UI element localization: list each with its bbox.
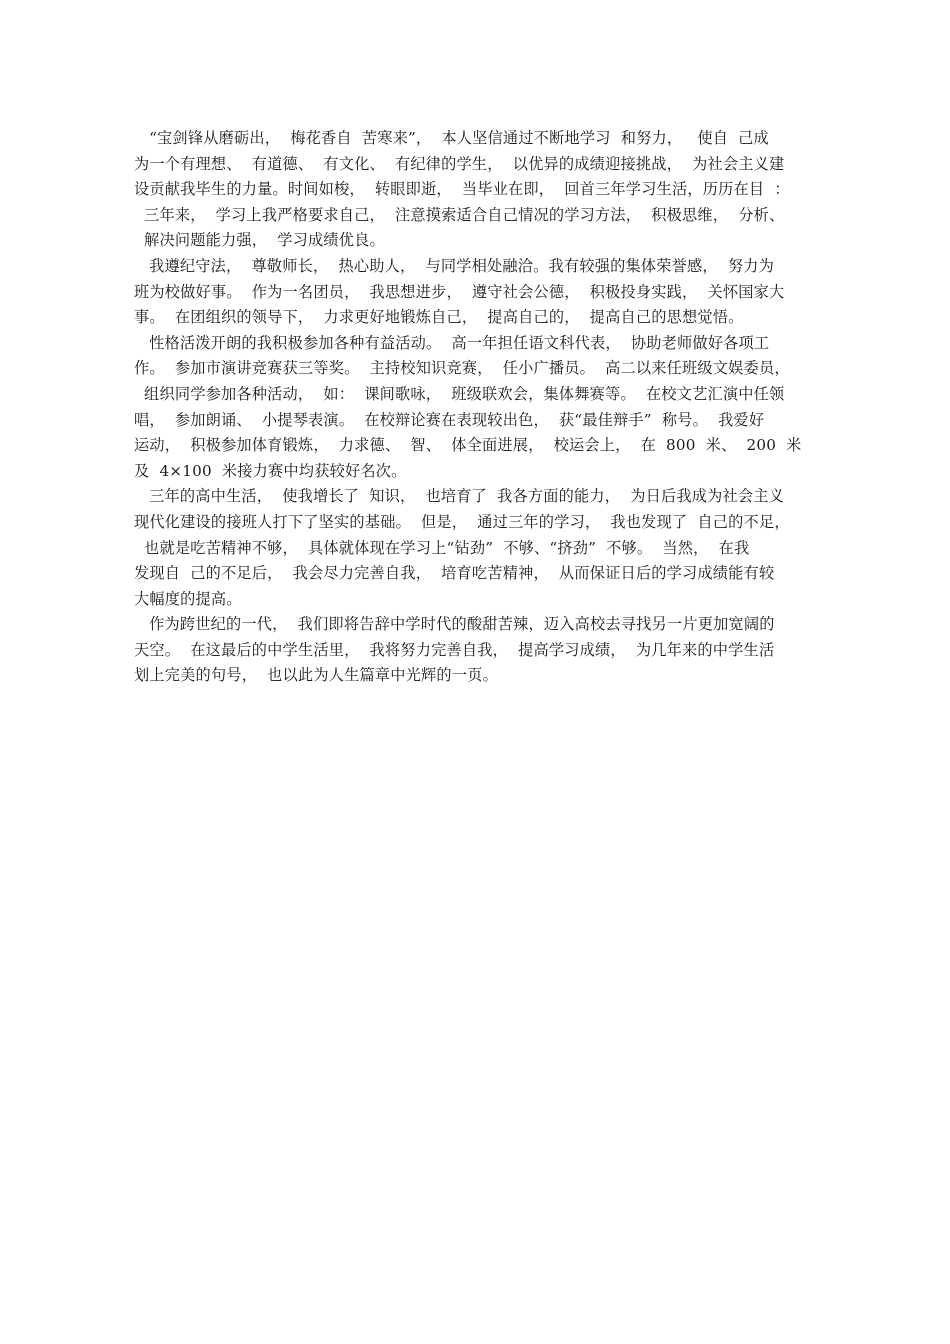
text-line: 组织同学参加各种活动， 如： 课间歌咏， 班级联欢会，集体舞赛等。 在校文艺汇演中任领: [134, 384, 785, 403]
text-line: 三年来， 学习上我严格要求自己， 注意摸索适合自己情况的学习方法， 积极思维， 分析、: [134, 205, 785, 224]
text-line: 唱， 参加朗诵、 小提琴表演。 在校辩论赛在表现较出色， 获“最佳辩手” 称号。 我爱好: [134, 410, 765, 429]
text-line: 为一个有理想、 有道德、 有文化、 有纪律的学生， 以优异的成绩迎接挑战， 为社会主义建: [134, 154, 785, 173]
text-line: 事。 在团组织的领导下， 力求更好地锻炼自己， 提高自己的， 提高自己的思想觉悟。: [134, 308, 744, 327]
text-line: 作。 参加市演讲竞赛获三等奖。 主持校知识竞赛， 任小广播员。 高二以来任班级文娱委员，: [134, 359, 790, 378]
text-line: 也就是吃苦精神不够， 具体就体现在学习上“钻劲” 不够、“挤劲” 不够。 当然， 在我: [134, 538, 750, 557]
text-line: 天空。 在这最后的中学生活里， 我将努力完善自我， 提高学习成绩， 为几年来的中学生活: [134, 640, 775, 659]
text-line: “宝剑锋从磨砺出， 梅花香自 苦寒来”， 本人坚信通过不断地学习 和努力， 使自 己成: [134, 129, 769, 147]
text-line: 发现自 己的不足后， 我会尽力完善自我， 培育吃苦精神， 从而保证日后的学习成绩能有较: [134, 564, 775, 583]
text-line: 大幅度的提高。: [134, 589, 242, 608]
text-line: 我遵纪守法， 尊敬师长， 热心助人， 与同学相处融洽。我有较强的集体荣誉感， 努力为: [134, 256, 775, 275]
text-line: 划上完美的句号， 也以此为人生篇章中光辉的一页。: [134, 666, 498, 685]
text-line: 班为校做好事。 作为一名团员， 我思想进步， 遵守社会公德， 积极投身实践， 关怀国家大: [134, 282, 785, 301]
text-line: 作为跨世纪的一代， 我们即将告辞中学时代的酸甜苦辣，迈入高校去寻找另一片更加宽阔的: [134, 615, 775, 634]
text-line: 性格活泼开朗的我积极参加各种有益活动。 高一年担任语文科代表， 协助老师做好各项工: [134, 333, 770, 352]
document-body: [134, 126, 814, 689]
text-line: 三年的高中生活， 使我增长了 知识， 也培育了 我各方面的能力， 为日后我成为社会主义: [134, 487, 785, 506]
text-line: 解决问题能力强， 学习成绩优良。: [134, 231, 385, 250]
text-line: 现代化建设的接班人打下了坚实的基础。 但是， 通过三年的学习， 我也发现了 自己的不足，: [134, 512, 790, 531]
text-line: 运动， 积极参加体育锻炼， 力求德、 智、 体全面进展， 校运会上， 在 800 米、 200 米: [134, 436, 802, 455]
text-line: 设贡献我毕生的力量。时间如梭， 转眼即逝， 当毕业在即， 回首三年学习生活，历历在目 ：: [134, 180, 790, 199]
text-line: 及 4×100 米接力赛中均获较好名次。: [134, 461, 407, 480]
